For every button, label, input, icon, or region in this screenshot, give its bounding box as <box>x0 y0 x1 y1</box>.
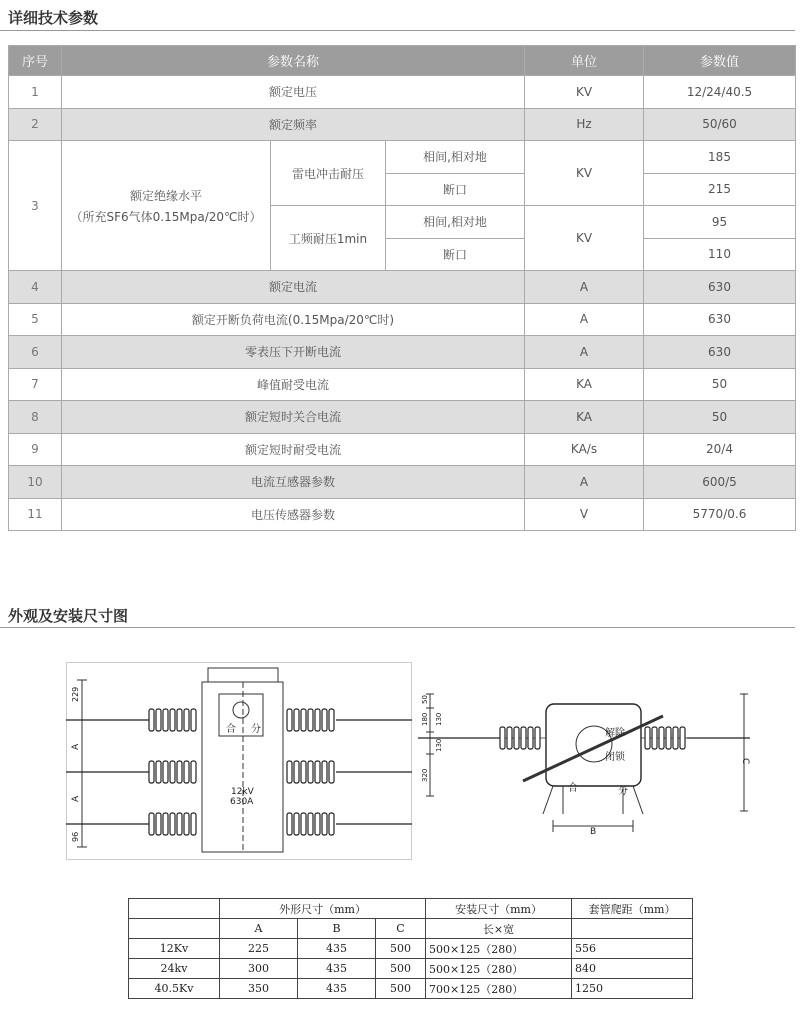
row-number: 10 <box>9 466 62 499</box>
row-number: 4 <box>9 271 62 304</box>
bushing-shed <box>156 709 161 731</box>
bushing-shed <box>322 813 327 835</box>
bushing-shed <box>149 761 154 783</box>
bushing-shed <box>294 813 299 835</box>
bushing-shed <box>666 727 671 749</box>
bushing-shed <box>170 813 175 835</box>
b-cell: 435 <box>298 979 376 999</box>
header-b: B <box>298 919 376 939</box>
side-view-drawing <box>418 686 750 836</box>
param-value: 110 <box>644 238 796 271</box>
bushing-shed <box>294 761 299 783</box>
table-row <box>129 959 693 979</box>
bushing-shed <box>645 727 650 749</box>
section-divider <box>0 627 795 628</box>
row-number: 1 <box>9 76 62 109</box>
bushing-shed <box>191 761 196 783</box>
bushing-shed <box>294 709 299 731</box>
header-outline: 外形尺寸（mm） <box>220 899 426 919</box>
row-number: 11 <box>9 498 62 531</box>
param-value: 20/4 <box>644 433 796 466</box>
param-value: 50 <box>644 401 796 434</box>
row-number: 3 <box>9 141 62 271</box>
row-number: 8 <box>9 401 62 434</box>
bushing-shed <box>177 761 182 783</box>
param-value: 12/24/40.5 <box>644 76 796 109</box>
section-title-drawings: 外观及安装尺寸图 <box>8 607 129 625</box>
dim-label: 130 <box>435 712 443 726</box>
row-number: 2 <box>9 108 62 141</box>
param-value: 50/60 <box>644 108 796 141</box>
bushing-shed <box>170 761 175 783</box>
bushing-shed <box>287 761 292 783</box>
bushing-shed <box>156 813 161 835</box>
table-row <box>9 498 796 531</box>
bushing-shed <box>528 727 533 749</box>
dim-label-b: B <box>590 827 597 836</box>
param-name: 零表压下开断电流 <box>62 336 525 369</box>
bushing-shed <box>673 727 678 749</box>
table-row <box>129 939 693 959</box>
bushing-shed <box>170 709 175 731</box>
table-header-row <box>129 919 693 939</box>
param-unit: KV <box>525 76 644 109</box>
label-fen: 分 <box>618 786 628 797</box>
param-unit: KA <box>525 401 644 434</box>
dim-label: 96 <box>71 831 80 842</box>
header-cell: 参数名称 <box>62 46 525 76</box>
param-name: 额定开断负荷电流(0.15Mpa/20℃时) <box>62 303 525 336</box>
label-he: 合 <box>568 783 578 794</box>
param-unit: Hz <box>525 108 644 141</box>
a-cell: 225 <box>220 939 298 959</box>
bushing-shed <box>163 709 168 731</box>
row-number: 7 <box>9 368 62 401</box>
param-unit: A <box>525 466 644 499</box>
bushing-shed <box>184 709 189 731</box>
bushing-shed <box>177 709 182 731</box>
dimensions-table <box>128 898 693 999</box>
c-cell: 500 <box>376 939 426 959</box>
parameters-table <box>8 45 796 531</box>
creep-cell: 840 <box>572 959 693 979</box>
bushing-shed <box>149 813 154 835</box>
bushing-shed <box>191 709 196 731</box>
section-title-params: 详细技术参数 <box>8 9 99 27</box>
label-bisuo: 闭锁 <box>605 752 625 763</box>
install-cell: 500×125（280） <box>426 939 572 959</box>
table-row <box>9 271 796 304</box>
table-row <box>9 401 796 434</box>
row-number: 5 <box>9 303 62 336</box>
bushing-shed <box>322 709 327 731</box>
model-cell: 24kv <box>129 959 220 979</box>
dim-label: A <box>71 795 81 802</box>
param-name-line2: （所充SF6气体0.15Mpa/20℃时） <box>70 209 262 224</box>
dim-label: 180 <box>421 712 429 726</box>
bushing-shed <box>507 727 512 749</box>
param-unit: A <box>525 336 644 369</box>
row-number: 6 <box>9 336 62 369</box>
c-cell: 500 <box>376 979 426 999</box>
label-he: 合 <box>226 724 236 735</box>
a-cell: 300 <box>220 959 298 979</box>
param-condition: 相间,相对地 <box>386 141 525 174</box>
param-value: 50 <box>644 368 796 401</box>
table-row <box>9 303 796 336</box>
header-cell: 单位 <box>525 46 644 76</box>
param-subname: 工频耐压1min <box>271 206 386 271</box>
param-name <box>62 141 271 271</box>
label-current: 630A <box>230 797 254 807</box>
dim-label-c: C <box>740 758 750 765</box>
bushing-shed <box>315 813 320 835</box>
header-creep: 套管爬距（mm） <box>572 899 693 919</box>
table-row <box>9 141 796 174</box>
table-header-row <box>129 899 693 919</box>
bushing-shed <box>329 813 334 835</box>
param-value: 185 <box>644 141 796 174</box>
table-row <box>9 433 796 466</box>
bushing-shed <box>163 761 168 783</box>
bushing-shed <box>287 709 292 731</box>
param-value: 630 <box>644 336 796 369</box>
table-row <box>9 368 796 401</box>
bushing-shed <box>680 727 685 749</box>
label-fen: 分 <box>251 724 261 735</box>
param-condition: 断口 <box>386 238 525 271</box>
bushing-shed <box>308 813 313 835</box>
table-row <box>9 76 796 109</box>
label-voltage: 12kV <box>231 787 254 797</box>
param-value: 95 <box>644 206 796 239</box>
install-cell: 500×125（280） <box>426 959 572 979</box>
bushing-shed <box>184 813 189 835</box>
param-unit: KV <box>525 141 644 206</box>
bushing-shed <box>301 709 306 731</box>
header-lw: 长×宽 <box>426 919 572 939</box>
bushing-shed <box>149 709 154 731</box>
param-name: 电流互感器参数 <box>62 466 525 499</box>
param-value: 600/5 <box>644 466 796 499</box>
bushing-shed <box>163 813 168 835</box>
bushing-shed <box>301 761 306 783</box>
bushing-shed <box>514 727 519 749</box>
table-row <box>9 466 796 499</box>
model-cell: 40.5Kv <box>129 979 220 999</box>
header-cell: 序号 <box>9 46 62 76</box>
param-name: 额定电压 <box>62 76 525 109</box>
a-cell: 350 <box>220 979 298 999</box>
bushing-shed <box>329 761 334 783</box>
creep-cell: 1250 <box>572 979 693 999</box>
model-cell: 12Kv <box>129 939 220 959</box>
label-jiechu: 解除 <box>605 728 625 739</box>
header-install: 安装尺寸（mm） <box>426 899 572 919</box>
bushing-shed <box>301 813 306 835</box>
table-header-row <box>9 46 796 76</box>
param-name: 额定短时耐受电流 <box>62 433 525 466</box>
dim-label: 320 <box>421 768 429 782</box>
dim-label: 130 <box>435 738 443 752</box>
param-name: 额定电流 <box>62 271 525 304</box>
header-a: A <box>220 919 298 939</box>
bushing-shed <box>315 709 320 731</box>
param-subname: 雷电冲击耐压 <box>271 141 386 206</box>
b-cell: 435 <box>298 939 376 959</box>
param-name: 电压传感器参数 <box>62 498 525 531</box>
param-unit: A <box>525 303 644 336</box>
bushing-shed <box>652 727 657 749</box>
front-view-drawing <box>66 662 412 860</box>
param-value: 215 <box>644 173 796 206</box>
param-value: 5770/0.6 <box>644 498 796 531</box>
param-condition: 断口 <box>386 173 525 206</box>
bushing-shed <box>329 709 334 731</box>
creep-cell: 556 <box>572 939 693 959</box>
bushing-shed <box>191 813 196 835</box>
dim-label: A <box>71 743 81 750</box>
param-name: 峰值耐受电流 <box>62 368 525 401</box>
table-row <box>129 979 693 999</box>
param-name: 额定频率 <box>62 108 525 141</box>
bushing-shed <box>177 813 182 835</box>
param-name: 额定短时关合电流 <box>62 401 525 434</box>
param-unit: KV <box>525 206 644 271</box>
param-value: 630 <box>644 271 796 304</box>
bushing-shed <box>659 727 664 749</box>
table-row <box>9 336 796 369</box>
bushing-shed <box>521 727 526 749</box>
param-unit: V <box>525 498 644 531</box>
header-cell: 参数值 <box>644 46 796 76</box>
param-condition: 相间,相对地 <box>386 206 525 239</box>
section-divider <box>0 30 795 31</box>
bushing-shed <box>184 761 189 783</box>
bushing-shed <box>156 761 161 783</box>
header-c: C <box>376 919 426 939</box>
dim-label: 229 <box>71 686 80 702</box>
bushing-shed <box>287 813 292 835</box>
row-number: 9 <box>9 433 62 466</box>
c-cell: 500 <box>376 959 426 979</box>
bushing-shed <box>322 761 327 783</box>
b-cell: 435 <box>298 959 376 979</box>
bushing-shed <box>308 709 313 731</box>
param-unit: A <box>525 271 644 304</box>
bushing-shed <box>315 761 320 783</box>
bushing-shed <box>308 761 313 783</box>
param-name-line1: 额定绝缘水平 <box>129 188 202 203</box>
dim-label: 50 <box>421 695 429 704</box>
install-cell: 700×125（280） <box>426 979 572 999</box>
bushing-shed <box>535 727 540 749</box>
param-unit: KA/s <box>525 433 644 466</box>
param-unit: KA <box>525 368 644 401</box>
table-row <box>9 108 796 141</box>
bushing-shed <box>500 727 505 749</box>
param-value: 630 <box>644 303 796 336</box>
